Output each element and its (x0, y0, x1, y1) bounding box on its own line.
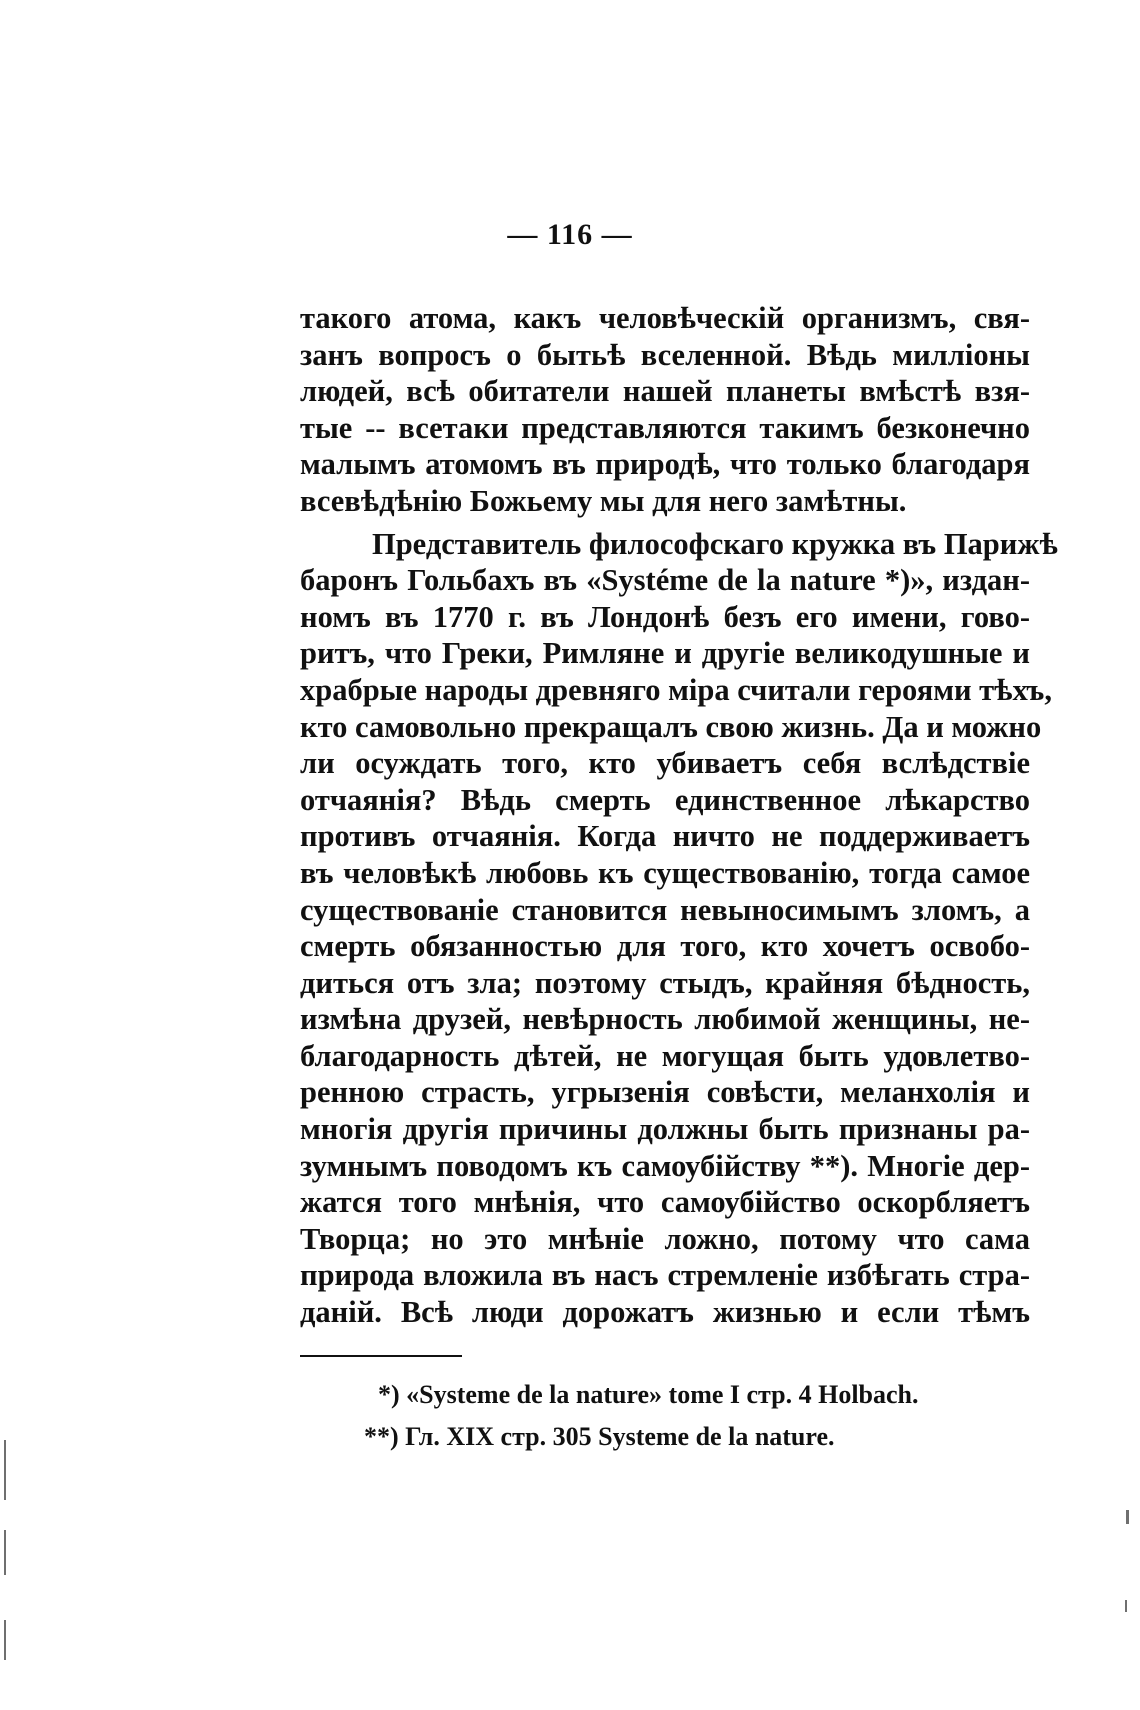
text-line: малымъ атомомъ въ природѣ, что только благодаря (300, 447, 1030, 482)
text-line: природа вложила въ насъ стремленіе избѣгать стра- (300, 1258, 1030, 1293)
text-line: отчаянія? Вѣдь смерть единственное лѣкарство (300, 782, 1030, 817)
text-line: противъ отчаянія. Когда ничто не поддерживаетъ (300, 819, 1030, 854)
text-line: людей, всѣ обитатели нашей планеты вмѣстѣ взя- (300, 374, 1030, 409)
text-line: жатся того мнѣнія, что самоубійство оскорбляетъ (300, 1185, 1030, 1220)
text-line: храбрые народы древняго міра считали героями тѣхъ, (300, 672, 1052, 707)
paragraph-start-line: Представитель философскаго кружка въ Парижѣ (372, 526, 1058, 561)
text-line: номъ въ 1770 г. въ Лондонѣ безъ его имени, гово- (300, 599, 1030, 634)
text-line: Творца; но это мнѣніе ложно, потому что сама (300, 1221, 1030, 1256)
text-line: смерть обязанностью для того, кто хочетъ освобо- (300, 929, 1030, 964)
footnote-rule (300, 1355, 462, 1357)
text-line: баронъ Гольбахъ въ «Systéme de la nature *)», издан- (300, 563, 1030, 598)
scan-mark (4, 1440, 6, 1500)
text-line: ли осуждать того, кто убиваетъ себя вслѣдствіе (300, 746, 1030, 781)
text-line: ритъ, что Греки, Римляне и другіе великодушные и (300, 636, 1030, 671)
body-text (300, 300, 1058, 1331)
footnote-2: **) Гл. XIX стр. 305 Systeme de la nature. (364, 1422, 835, 1451)
text-line: многія другія причины должны быть признаны ра- (300, 1112, 1030, 1147)
footnote-1: *) «Systeme de la nature» tome I стр. 4 Holbach. (378, 1380, 919, 1409)
text-line: всевѣдѣнію Божьему мы для него замѣтны. (300, 483, 907, 518)
text-line: даній. Всѣ люди дорожатъ жизнью и если тѣмъ (300, 1295, 1030, 1330)
text-line: ренною страсть, угрызенія совѣсти, меланхолія и (300, 1075, 1030, 1110)
footnotes (0, 1374, 1140, 1458)
text-line: существованіе становится невыносимымъ зломъ, а (300, 892, 1030, 927)
page-number: — 116 — (507, 218, 633, 251)
text-line: кто самовольно прекращалъ свою жизнь. Да и можно (300, 709, 1042, 744)
text-line: измѣна друзей, невѣрность любимой женщины, не- (300, 1002, 1030, 1037)
scan-mark (1126, 1510, 1129, 1524)
text-line: занъ вопросъ о бытьѣ вселенной. Вѣдь милліоны (300, 337, 1030, 372)
text-line: благодарность дѣтей, не могущая быть удовлетво- (300, 1038, 1030, 1073)
text-line: диться отъ зла; поэтому стыдъ, крайняя бѣдность, (300, 965, 1030, 1000)
text-line: въ человѣкѣ любовь къ существованію, тогда самое (300, 855, 1030, 890)
text-line: такого атома, какъ человѣческій организмъ, свя- (300, 301, 1030, 335)
scan-mark (4, 1530, 6, 1575)
scan-mark (1125, 1600, 1127, 1612)
text-line: зумнымъ поводомъ къ самоубійству **). Многіе дер- (300, 1148, 1030, 1183)
scan-mark (4, 1620, 6, 1660)
text-line: тые -- всетаки представляются такимъ безконечно (300, 410, 1030, 445)
